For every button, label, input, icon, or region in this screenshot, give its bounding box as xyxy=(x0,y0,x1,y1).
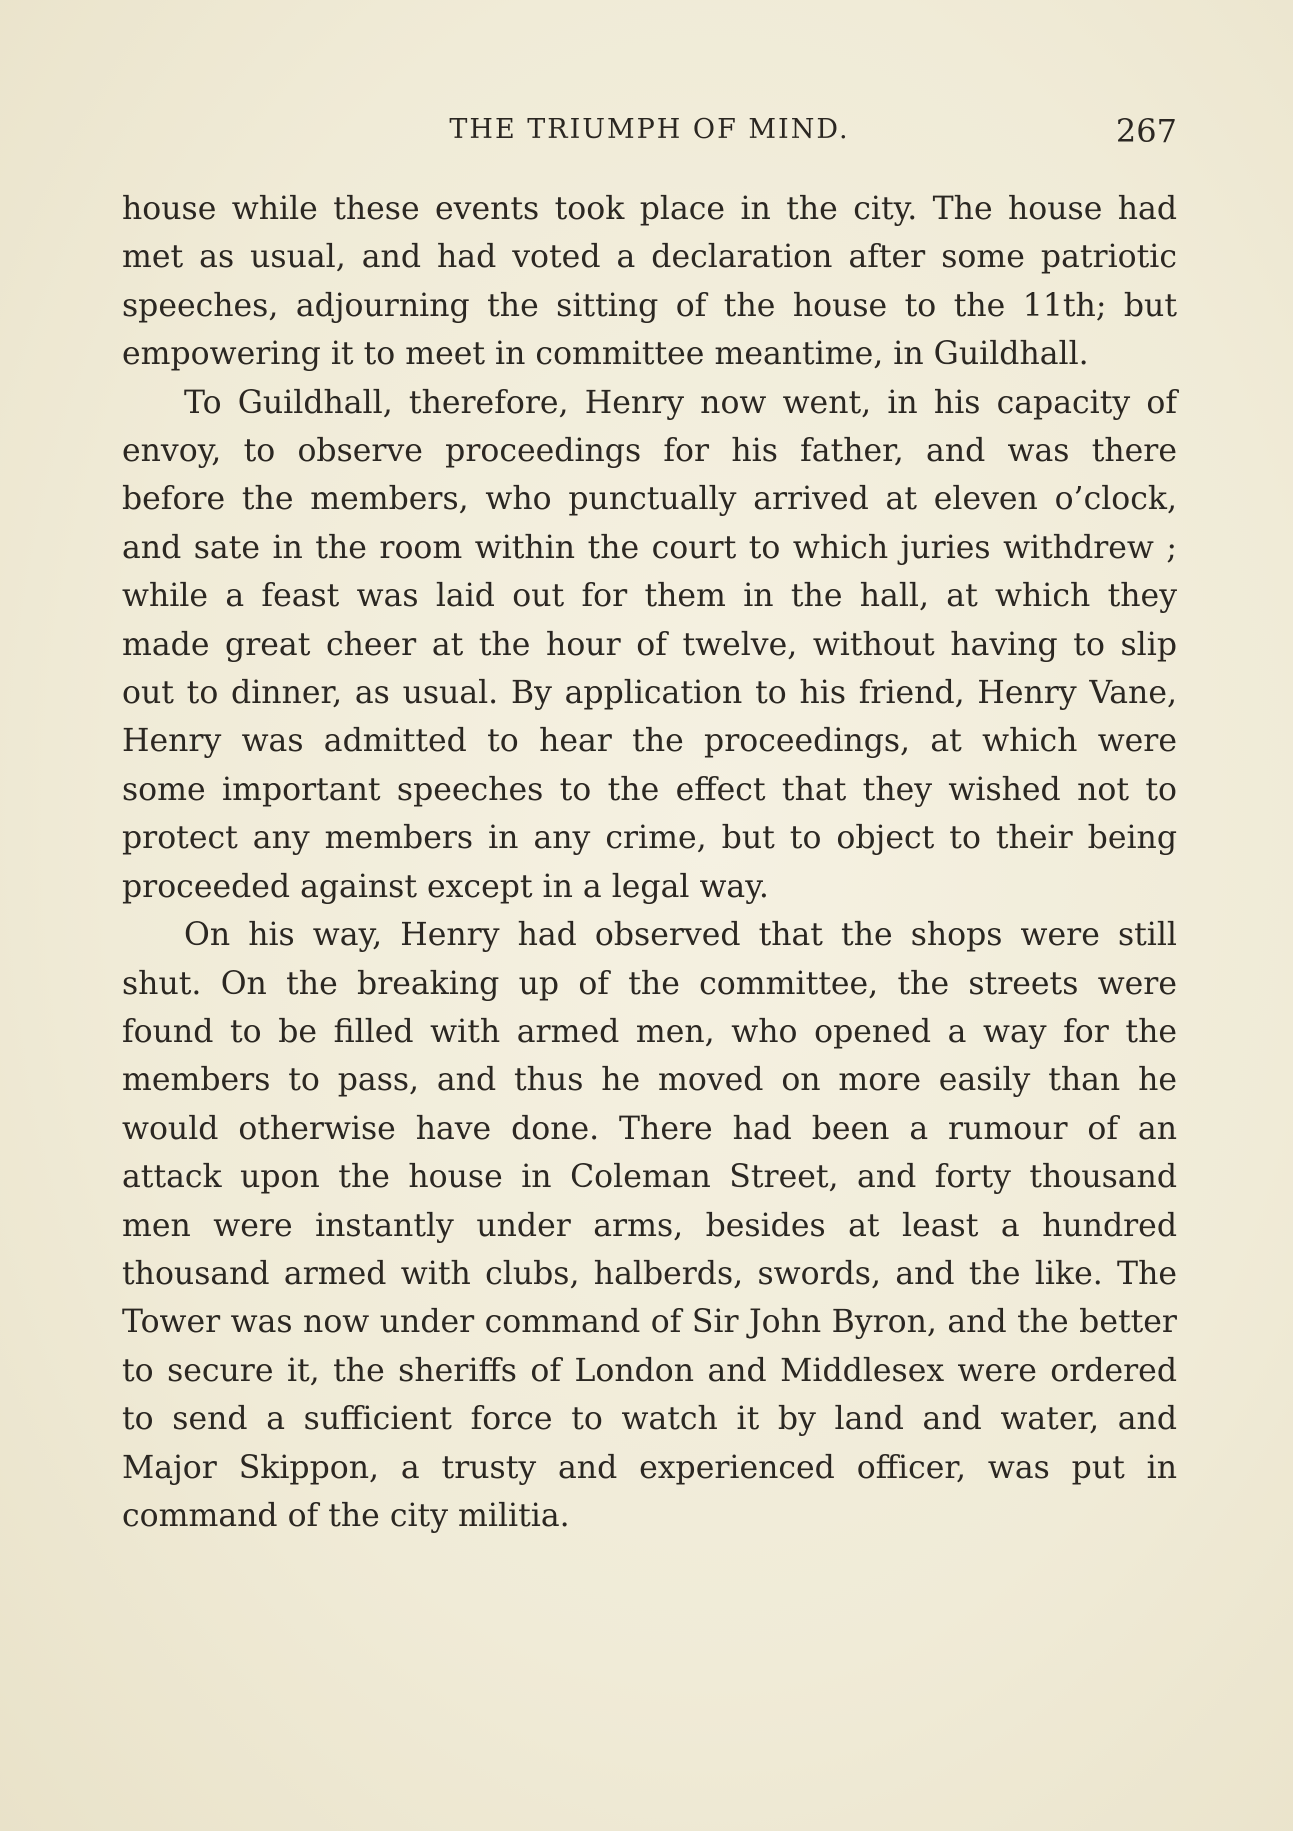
body-text xyxy=(122,185,1177,1540)
paragraph-3: On his way, Henry had observed that the shops were still shut. On the breaking up of the committee, the streets were found to be filled with armed men, who opened a way for the members to pass, and thus he moved on more easily than he would otherwise have done. There had been a rumour of an attack upon the house in Coleman Street, and forty thousand men were instantly under arms, besides at least a hundred thousand armed with clubs, halberds, swords, and the like. The Tower was now under command of Sir John Byron, and the better to secure it, the sheriffs of London and Middlesex were ordered to send a sufficient force to watch it by land and water, and Major Skippon, a trusty and experienced officer, was put in command of the city militia. xyxy=(122,917,1177,1534)
paragraph-2: To Guildhall, therefore, Henry now went, in his capacity of envoy, to observe proceedings for his father, and was there before the members, who punctually arrived at eleven o’clock, and sate in the room within the court to which juries withdrew ; while a feast was laid out for them in the hall, at which they made great cheer at the hour of twelve, without having to slip out to dinner, as usual. By application to his friend, Henry Vane, Henry was admitted to hear the proceedings, at which were some important speeches to the effect that they wished not to protect any members in any crime, but to object to their being proceeded against except in a legal way. xyxy=(122,384,1177,905)
running-title: THE TRIUMPH OF MIND. xyxy=(449,114,850,145)
paragraph-1: house while these events took place in the city. The house had met as usual, and had voted a declaration after some patriotic speeches, adjourning the sitting of the house to the 11th; but empowering it to meet in committee meantime, in Guildhall. xyxy=(122,191,1177,373)
page-number: 267 xyxy=(1115,112,1177,150)
running-header xyxy=(122,108,1177,152)
